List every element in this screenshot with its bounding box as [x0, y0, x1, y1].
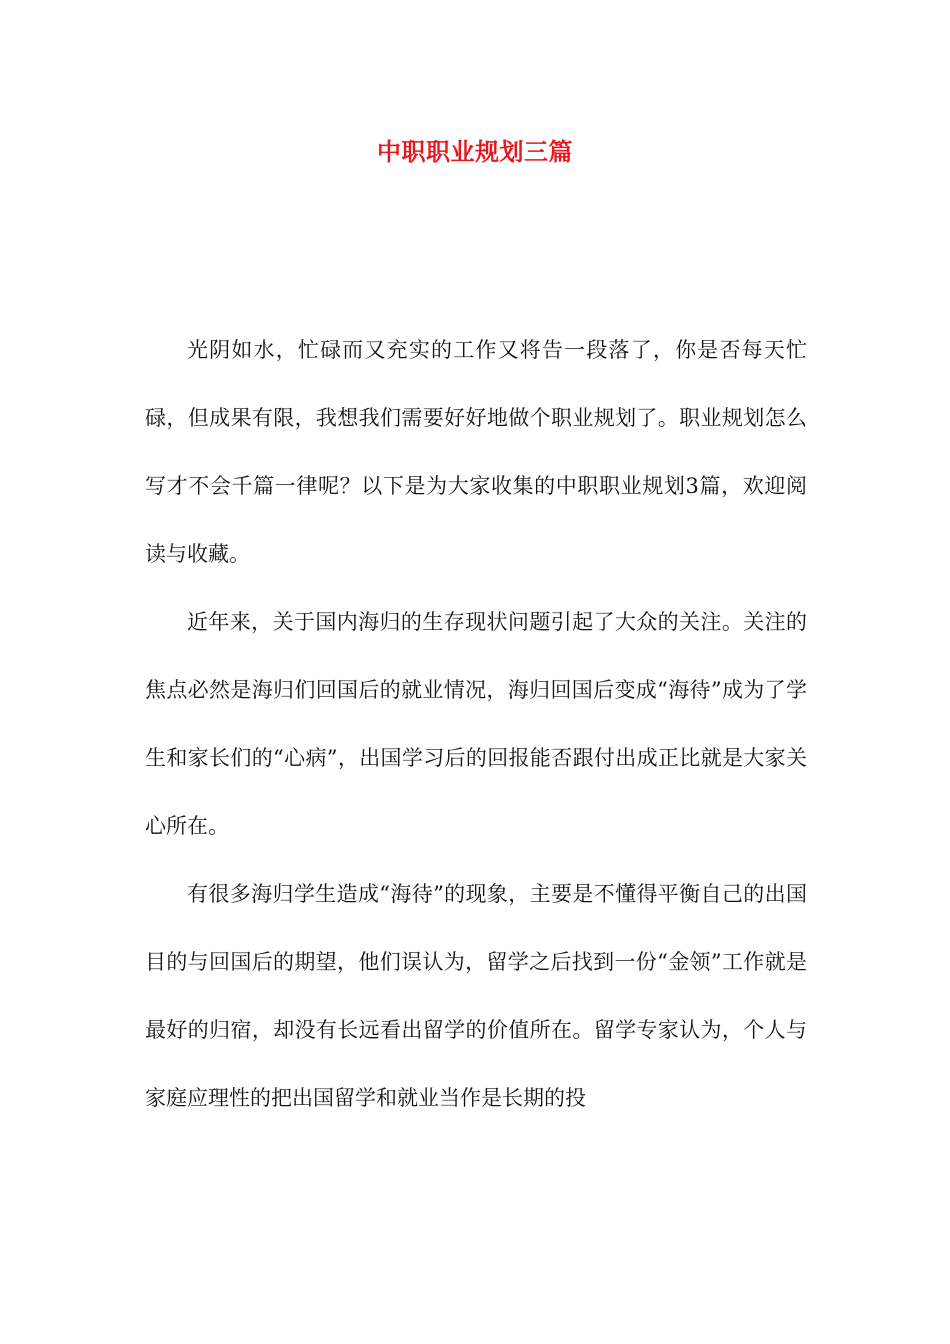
document-body	[145, 316, 807, 1132]
paragraph-expectations: 有很多海归学生造成“海待”的现象，主要是不懂得平衡自己的出国目的与回国后的期望，他们误认为，留学之后找到一份“金领”工作就是最好的归宿，却没有长远看出留学的价值所在。留学专家认为，个人与家庭应理性的把出国留学和就业当作是长期的投	[145, 882, 807, 1110]
document-title: 中职职业规划三篇	[377, 137, 573, 166]
paragraph-returnees: 近年来，关于国内海归的生存现状问题引起了大众的关注。关注的焦点必然是海归们回国后的就业情况，海归回国后变成“海待”成为了学生和家长们的“心病”，出国学习后的回报能否跟付出成正比就是大家关心所在。	[145, 610, 807, 838]
paragraph-intro: 光阴如水，忙碌而又充实的工作又将告一段落了，你是否每天忙碌，但成果有限，我想我们需要好好地做个职业规划了。职业规划怎么写才不会千篇一律呢？以下是为大家收集的中职职业规划3篇，欢迎阅读与收藏。	[145, 338, 807, 566]
